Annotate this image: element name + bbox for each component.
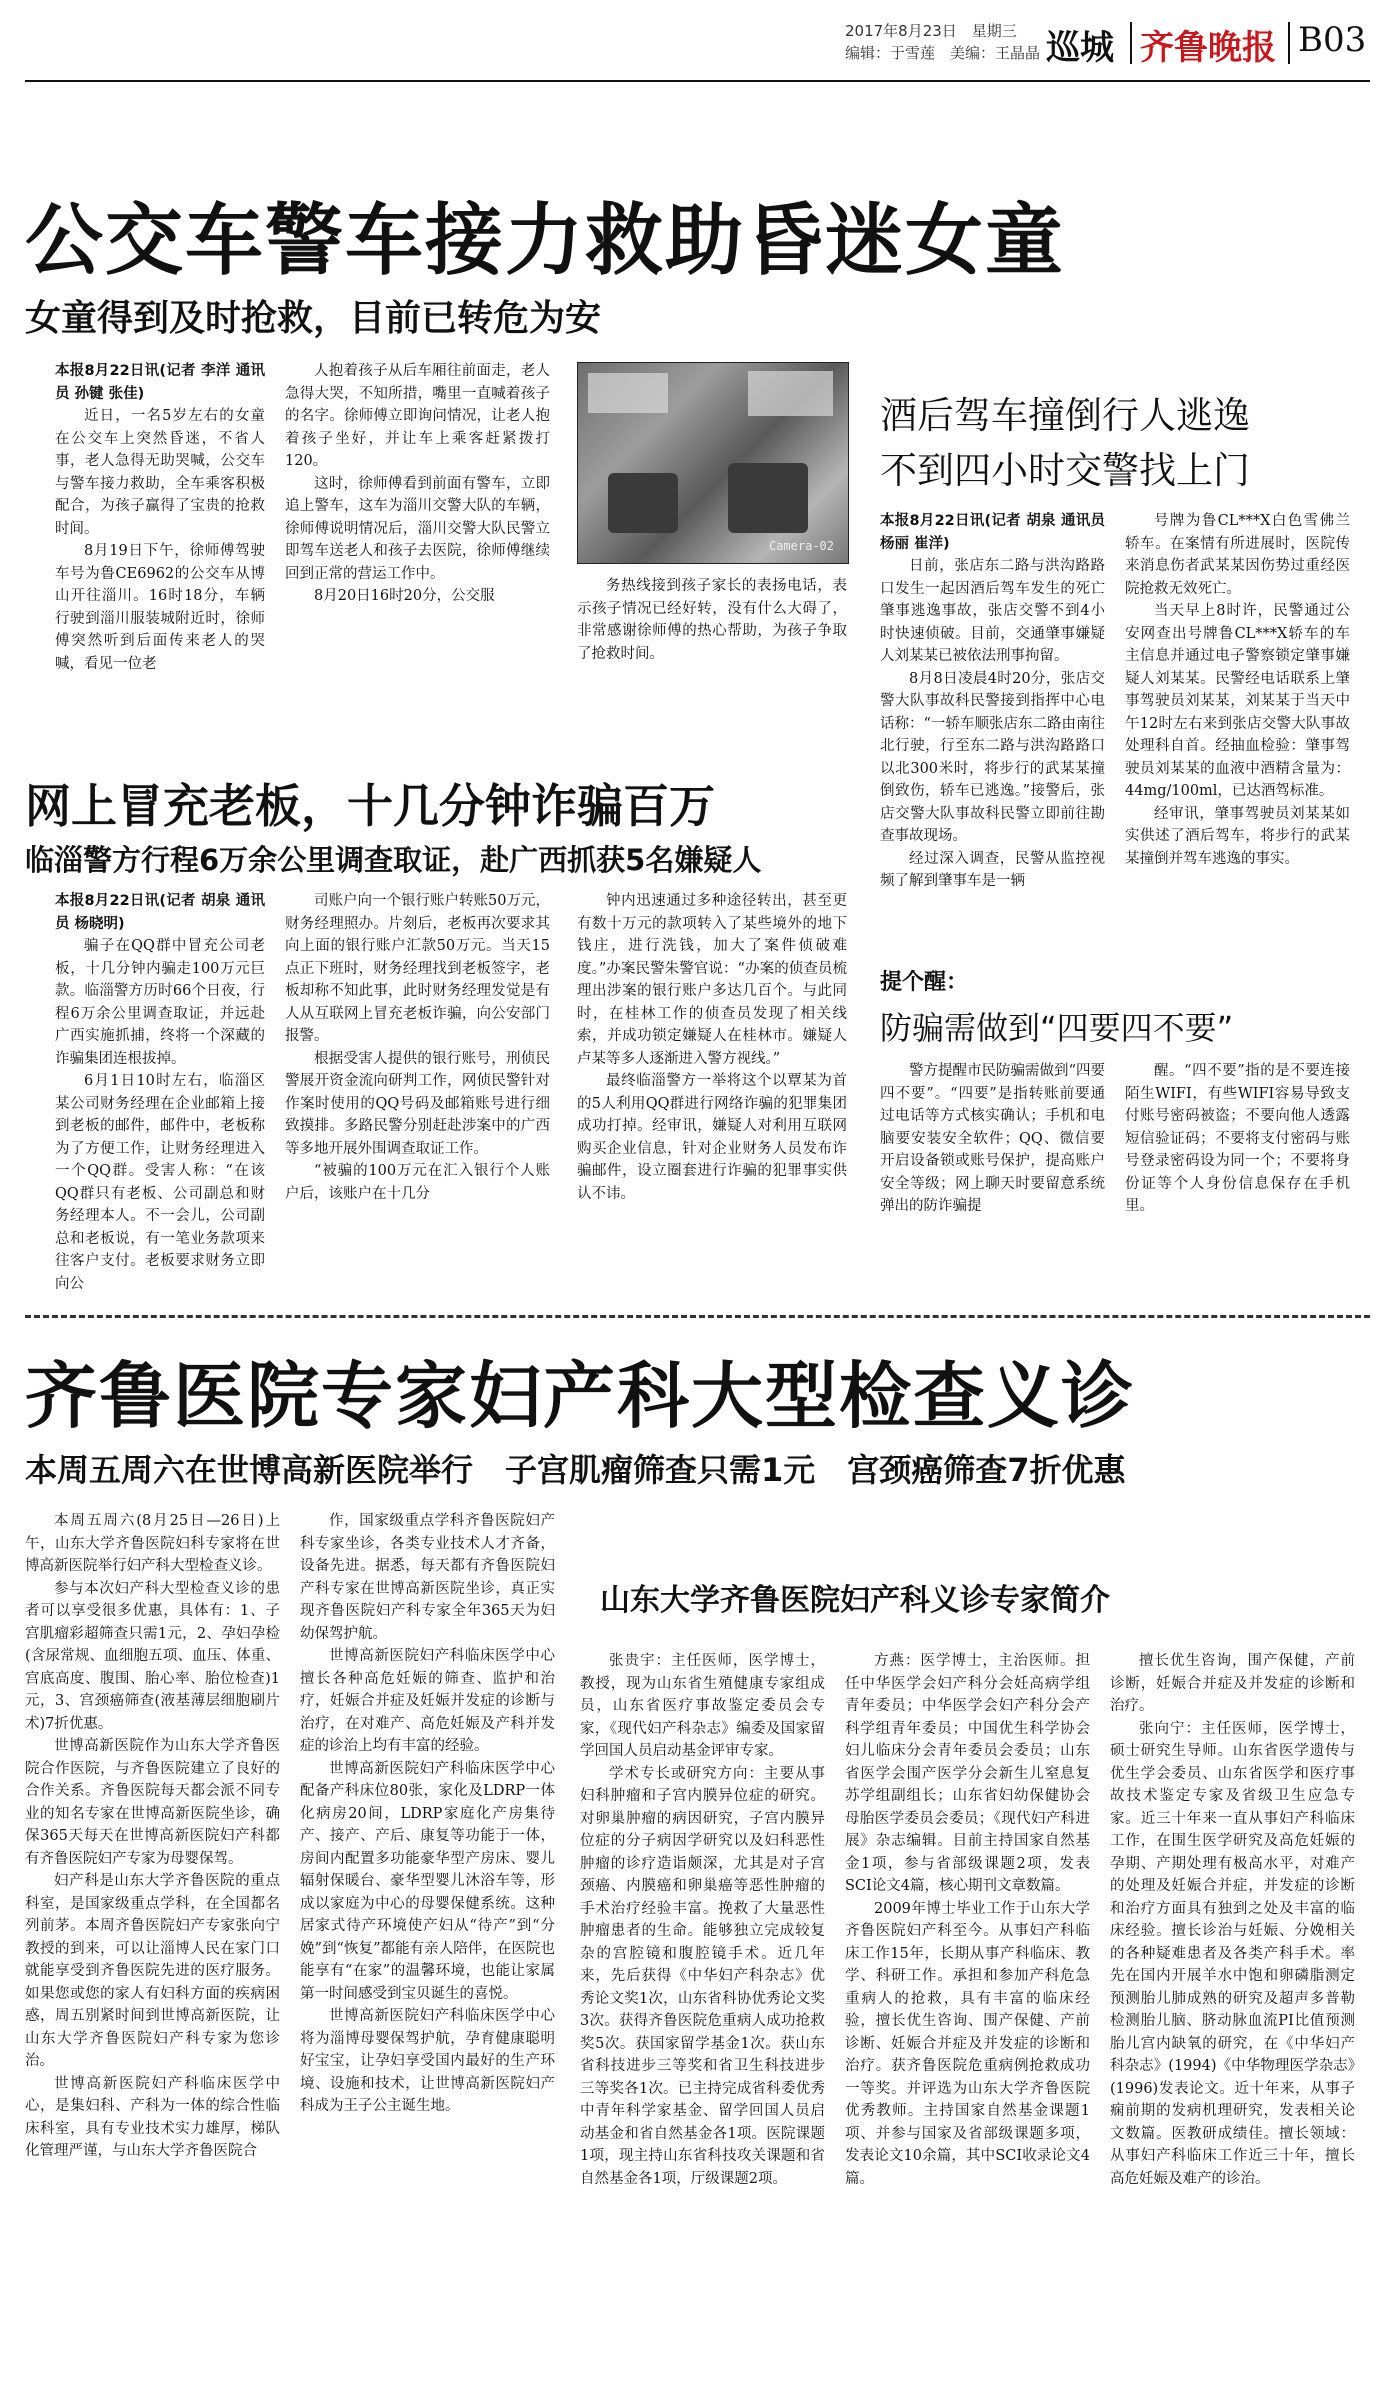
issue-date: 2017年8月23日 星期三: [845, 22, 1017, 40]
paragraph: 根据受害人提供的银行账号，刑侦民警展开资金流向研判工作，网侦民警针对作案时使用的QQ号码及邮箱账号进行细致摸排。多路民警分别赶赴涉案中的广西等多地开展外围调查取证工作。: [285, 1050, 550, 1157]
photo-window: [748, 371, 833, 416]
tip-col1: [880, 1060, 1105, 1285]
paragraph: 骗子在QQ群中冒充公司老板，十几分钟内骗走100万元巨款。临淄警方历时66个日夜，行程6万余公里调查取证，并远赴广西实施抓捕，终将一个深藏的诈骗集团连根拔掉。: [55, 938, 265, 1067]
paragraph: 张贵宇：主任医师，医学博士，教授，现为山东省生殖健康专家组成员，山东省医疗事故鉴定委员会专家，《现代妇产科杂志》编委及国家留学回国人员启动基金评审专家。: [580, 1653, 825, 1759]
paragraph: 本周五周六(8月25日—26日)上午，山东大学齐鲁医院妇科专家将在世博高新医院举行妇产科大型检查义诊。: [25, 1513, 280, 1574]
section-name: 巡城: [1046, 28, 1114, 68]
article2-headline-line1: 酒后驾车撞倒行人逃逸: [880, 394, 1250, 437]
paragraph: 务热线接到孩子家长的表扬电话，表示孩子情况已经好转，没有什么大碍了，非常感谢徐师傅的热心帮助，为孩子争取了抢救时间。: [577, 578, 847, 662]
article1-subheadline: 女童得到及时抢救，目前已转危为安: [25, 298, 602, 339]
paragraph: 参与本次妇产科大型检查义诊的患者可以享受很多优惠，具体有：1、子宫肌瘤彩超筛查只需1元，2、孕妇孕检(含尿常规、血细胞五项、血压、体重、宫底高度、腹围、胎心率、胎位检查)1元，3、宫颈癌筛查(液基薄层细胞刷片术)7折优惠。: [25, 1580, 280, 1732]
paragraph: 张向宁：主任医师，医学博士，硕士研究生导师。山东省医学遗传与优生学会委员、山东省医学和医疗事故技术鉴定专家及省级卫生应急专家。近三十年来一直从事妇产科临床工作，在围生医学研究及高危妊娠的孕期、产期处理有极高水平，对难产的处理及妊娠合并症，并发症的诊断和治疗方面具有独到之处及丰富的临床经验。擅长诊治与妊娠、分娩相关的各种疑难患者及各类产科手术。率先在国内开展羊水中饱和卵磷脂测定预测胎儿肺成熟的研究及超声多普勒检测胎儿脑、脐动脉血流PI比值预测胎儿宫内缺氧的研究，在《中华妇产科杂志》(1994)《中华物理医学杂志》(1996)发表论文。近十年来，从事子痫前期的发病机理研究，发表相关论文数篇。医教研成绩佳。擅长领域：从事妇产科临床工作近三十年，擅长高危妊娠及难产的诊治。: [1110, 1720, 1355, 2187]
experts-col3: [1110, 1650, 1355, 2385]
paragraph: 世博高新医院妇产科临床医学中心擅长各种高危妊娠的筛查、监护和治疗，妊娠合并症及妊娠并发症的诊断与治疗，在对难产、高危妊娠及产科并发症的诊治上均有丰富的经验。: [300, 1648, 555, 1754]
article4-subheadline: 本周五周六在世博高新医院举行 子宫肌瘤筛查只需1元 宫颈癌筛查7折优惠: [25, 1451, 1126, 1489]
tip-headline: 防骗需做到“四要四不要”: [880, 1009, 1234, 1047]
header-divider: [1130, 22, 1132, 64]
paragraph: 8月20日16时20分，公交服: [314, 588, 495, 604]
section-divider: [25, 1315, 1370, 1318]
paragraph: 这时，徐师傅看到前面有警车，立即追上警车，这车为淄川交警大队的车辆，徐师傅说明情况后，淄川交警大队民警立即驾车送老人和孩子去医院，徐师傅继续回到正常的营运工作中。: [285, 475, 550, 582]
article3-col3: [577, 890, 847, 1295]
paragraph: “被骗的100万元在汇入银行个人账户后，该账户在十几分: [285, 1163, 550, 1202]
article3-col1: [55, 890, 265, 1295]
article4-col2: [300, 1510, 555, 2380]
experts-col1: [580, 1650, 825, 2385]
paragraph: 世博高新医院妇产科临床医学中心，是集妇科、产科为一体的综合性临床科室，具有专业技术实力雄厚，梯队化管理严谨，与山东大学齐鲁医院合: [25, 2075, 280, 2159]
article4-headline: 齐鲁医院专家妇产科大型检查义诊: [25, 1354, 1136, 1438]
paragraph: 人抱着孩子从后车厢往前面走，老人急得大哭，不知所措，嘴里一直喊着孩子的名字。徐师傅立即询问情况，让老人抱着孩子坐好，并让车上乘客赶紧拨打120。: [285, 363, 550, 469]
article2-col1-text: [880, 555, 1105, 893]
article3-col2: [285, 890, 550, 1295]
article2-headline-line2: 不到四小时交警找上门: [880, 449, 1250, 492]
newspaper-brand: 齐鲁晚报: [1140, 28, 1276, 68]
paragraph: 最终临淄警方一举将这个以覃某为首的5人利用QQ群进行网络诈骗的犯罪集团成功打掉。经审讯，嫌疑人对利用互联网购买企业信息，针对企业财务人员发布诈骗邮件，设立圈套进行诈骗的犯罪事实供认不讳。: [577, 1073, 847, 1202]
paragraph: 妇产科是山东大学齐鲁医院的重点科室，是国家级重点学科，在全国都名列前茅。本周齐鲁医院妇产专家张向宁教授的到来，可以让淄博人民在家门口就能享受到齐鲁医院先进的医疗服务。如果您或您的家人有妇科方面的疾病困惑，周五别紧时间到世博高新医院，让山东大学齐鲁医院妇产科专家为您诊治。: [25, 1873, 280, 2069]
article4-col1: [25, 1510, 280, 2380]
paragraph: 当天早上8时许，民警通过公安网查出号牌鲁CL***X轿车的车主信息并通过电子警察锁定肇事嫌疑人刘某某。民警经电话联系上肇事驾驶员刘某某，刘某某于当天中午12时左右来到张店交警大队事故处理科自首。经抽血检验：肇事驾驶员刘某某的血液中酒精含量为：44mg/100ml，已达酒驾标准。: [1125, 603, 1350, 799]
article3-byline: 本报8月22日讯(记者 胡泉 通讯员 杨晓明): [55, 893, 265, 932]
paragraph: 经过深入调查，民警从监控视频了解到肇事车是一辆: [880, 850, 1105, 889]
article2-col2: [1125, 510, 1350, 940]
paragraph: 作，国家级重点学科齐鲁医院妇产科专家坐诊，各类专业技术人才齐备，设备先进。据悉，每天都有齐鲁医院妇产科专家在世博高新医院坐诊，真正实现齐鲁医院妇产科专家全年365天为妇幼保驾护航。: [300, 1513, 555, 1642]
header-rule: [25, 80, 1370, 82]
paragraph: 世博高新医院作为山东大学齐鲁医院合作医院，与齐鲁医院建立了良好的合作关系。齐鲁医院每天都会派不同专业的知名专家在世博高新医院坐诊，确保365天每天在世博高新医院妇产科都有齐鲁医院妇产专家为母婴保驾。: [25, 1738, 280, 1867]
article3-col1-text: [55, 935, 265, 1295]
tip-col2: [1125, 1060, 1350, 1285]
experts-col2: [845, 1650, 1090, 2385]
article1-col2: [285, 360, 550, 758]
paragraph: 学术专长或研究方向：主要从事妇科肿瘤和子宫内膜异位症的研究。对卵巢肿瘤的病因研究，子宫内膜异位症的分子病因学研究以及妇科恶性肿瘤的诊疗造诣颇深，尤其是对子宫颈癌、内膜癌和卵巢癌等恶性肿瘤的手术治疗经验丰富。挽救了大量恶性肿瘤患者的生命。能够独立完成较复杂的宫腔镜和腹腔镜手术。近几年来，先后获得《中华妇产科杂志》优秀论文奖1次，山东省科协优秀论文奖3次。获得齐鲁医院危重病人成功抢救奖5次。获国家留学基金1次。获山东省科技进步三等奖和省卫生科技进步三等奖各1次。已主持完成省科委优秀中青年科学家基金、留学回国人员启动基金和省自然基金各1项。医院课题1项，现主持山东省科技攻关课题和省自然基金各1项，厅级课题2项。: [580, 1765, 825, 2187]
paragraph: 2009年博士毕业工作于山东大学齐鲁医院妇产科至今。从事妇产科临床工作15年，长期从事产科临床、教学、科研工作。承担和参加产科危急重病人的抢救，具有丰富的临床经验，擅长优生咨询、围产保健、产前诊断、妊娠合并症及并发症的诊断和治疗。获齐鲁医院危重病例抢救成功一等奖。并评选为山东大学齐鲁医院优秀教师。主持国家自然基金课题1项、并参与国家及省部级课题多项，发表论文10余篇，其中SCI收录论文4篇。: [845, 1900, 1090, 2187]
paragraph: 6月1日10时左右，临淄区某公司财务经理在企业邮箱上接到老板的邮件，邮件中，老板称为了方便工作，让财务经理进入一个QQ群。受害人称：“在该QQ群只有老板、公司副总和财务经理本人。不一会儿，公司副总和老板说，有一笔业务款项来往客户支付。老板要求财务立即向公: [55, 1073, 265, 1292]
paragraph: 警方提醒市民防骗需做到“四要四不要”。“四要”是指转账前要通过电话等方式核实确认；手机和电脑要安装安全软件；QQ、微信要开启设备锁或账号保护，提高账户安全等级；网上聊天时要留意系统弹出的防诈骗提: [880, 1063, 1105, 1214]
article1-byline: 本报8月22日讯(记者 李洋 通讯员 孙键 张佳): [55, 363, 265, 402]
photo-camera-label: Camera-02: [768, 539, 834, 553]
photo-seat: [728, 463, 808, 533]
paragraph: 方燕：医学博士，主治医师。担任中华医学会妇产科分会妊高病学组青年委员；中华医学会妇产科分会产科学组青年委员；中国优生科学协会妇儿临床分会青年委员会委员；山东省医学会围产医学分会新生儿窒息复苏学组副组长；山东省妇幼保健协会母胎医学委员会委员；《现代妇产科进展》杂志编辑。目前主持国家自然基金1项，参与省部级课题2项，发表SCI论文4篇，核心期刊文章数篇。: [845, 1653, 1090, 1894]
article3-headline: 网上冒充老板，十几分钟诈骗百万: [25, 779, 715, 833]
article1-headline: 公交车警车接力救助昏迷女童: [25, 196, 1066, 286]
experts-title: 山东大学齐鲁医院妇产科义诊专家简介: [600, 1583, 1110, 1618]
article1-col1-text: [55, 405, 265, 675]
editor-credits: 编辑：于雪莲 美编：王晶晶: [845, 44, 1041, 62]
paragraph: 醒。“四不要”指的是不要连接陌生WIFI，有些WIFI容易导致支付账号密码被盗；不要向他人透露短信验证码；不要将支付密码与账号登录密码设为同一个；不要将身份证等个人身份信息保存在手机里。: [1125, 1063, 1350, 1214]
photo-seat: [608, 473, 678, 533]
paragraph: 号牌为鲁CL***X白色雪佛兰轿车。在案情有所进展时，医院传来消息伤者武某某因伤势过重经医院抢救无效死亡。: [1125, 513, 1350, 597]
paragraph: 8月8日凌晨4时20分，张店交警大队事故科民警接到指挥中心电话称：“一轿车顺张店东二路由南往北行驶，行至东二路与洪沟路路口以北300米时，将步行的武某某撞倒致伤，轿车已逃逸。”接警后，张店交警大队事故科民警立即前往勘查事故现场。: [880, 670, 1105, 844]
paragraph: 近日，一名5岁左右的女童在公交车上突然昏迷，不省人事，老人急得无助哭喊，公交车与警车接力救助，全车乘客积极配合，为孩子赢得了宝贵的抢救时间。: [55, 408, 265, 537]
paragraph: 钟内迅速通过多种途径转出，甚至更有数十万元的款项转入了某些境外的地下钱庄，进行洗钱，加大了案件侦破难度。”办案民警朱警官说：“办案的侦查员梳理出涉案的银行账户多达几百个。与此同时，在桂林工作的侦查员发现了相关线索，并成功锁定嫌疑人在桂林市。嫌疑人卢某等多人逐渐进入警方视线。”: [577, 893, 847, 1067]
photo-window: [588, 373, 668, 413]
article3-subheadline: 临淄警方行程6万余公里调查取证，赴广西抓获5名嫌疑人: [25, 843, 762, 877]
bus-surveillance-photo: [577, 362, 849, 564]
article1-col3: [577, 575, 847, 705]
paragraph: 日前，张店东二路与洪沟路路口发生一起因酒后驾车发生的死亡肇事逃逸事故，张店交警不到4小时快速侦破。目前，交通肇事嫌疑人刘某某已被依法刑事拘留。: [880, 558, 1105, 664]
article1-col1: [55, 360, 265, 758]
page-number: B03: [1298, 20, 1367, 60]
paragraph: 8月19日下午，徐师傅驾驶车号为鲁CE6962的公交车从博山开往淄川。16时18分，车辆行驶到淄川服装城附近时，徐师傅突然听到后面传来老人的哭喊，看见一位老: [55, 543, 265, 672]
paragraph: 世博高新医院妇产科临床医学中心配备产科床位80张，家化及LDRP一体化病房20间，LDRP家庭化产房集待产、接产、产后、康复等功能于一体，房间内配置多功能豪华型产房床、婴儿辐射保暖台、豪华型婴儿沐浴车等，形成以家庭为中心的母婴保健系统。这种居家式待产环境使产妇从“待产”到“分娩”到“恢复”都能有亲人陪伴，在医院也能享有“在家”的温馨环境，也能让家属第一时间感受到宝贝诞生的喜悦。: [300, 1760, 555, 2002]
tip-label: 提个醒：: [880, 970, 969, 995]
article2-col1: [880, 510, 1105, 940]
header-divider: [1288, 22, 1290, 64]
paragraph: 经审讯，肇事驾驶员刘某某如实供述了酒后驾车，将步行的武某某撞倒并驾车逃逸的事实。: [1125, 805, 1350, 867]
article2-byline: 本报8月22日讯(记者 胡泉 通讯员 杨丽 崔洋): [880, 513, 1105, 552]
paragraph: 擅长优生咨询，围产保健，产前诊断，妊娠合并症及并发症的诊断和治疗。: [1110, 1653, 1355, 1714]
paragraph: 司账户向一个银行账户转账50万元，财务经理照办。片刻后，老板再次要求其向上面的银行账户汇款50万元。当天15点正下班时，财务经理找到老板签字，老板却称不知此事，此时财务经理发觉是有人从互联网上冒充老板诈骗，向公安部门报警。: [285, 893, 550, 1044]
paragraph: 世博高新医院妇产科临床医学中心将为淄博母婴保驾护航，孕育健康聪明好宝宝，让孕妇享受国内最好的生产环境、设施和技术，让世博高新医院妇产科成为王子公主诞生地。: [300, 2008, 555, 2114]
